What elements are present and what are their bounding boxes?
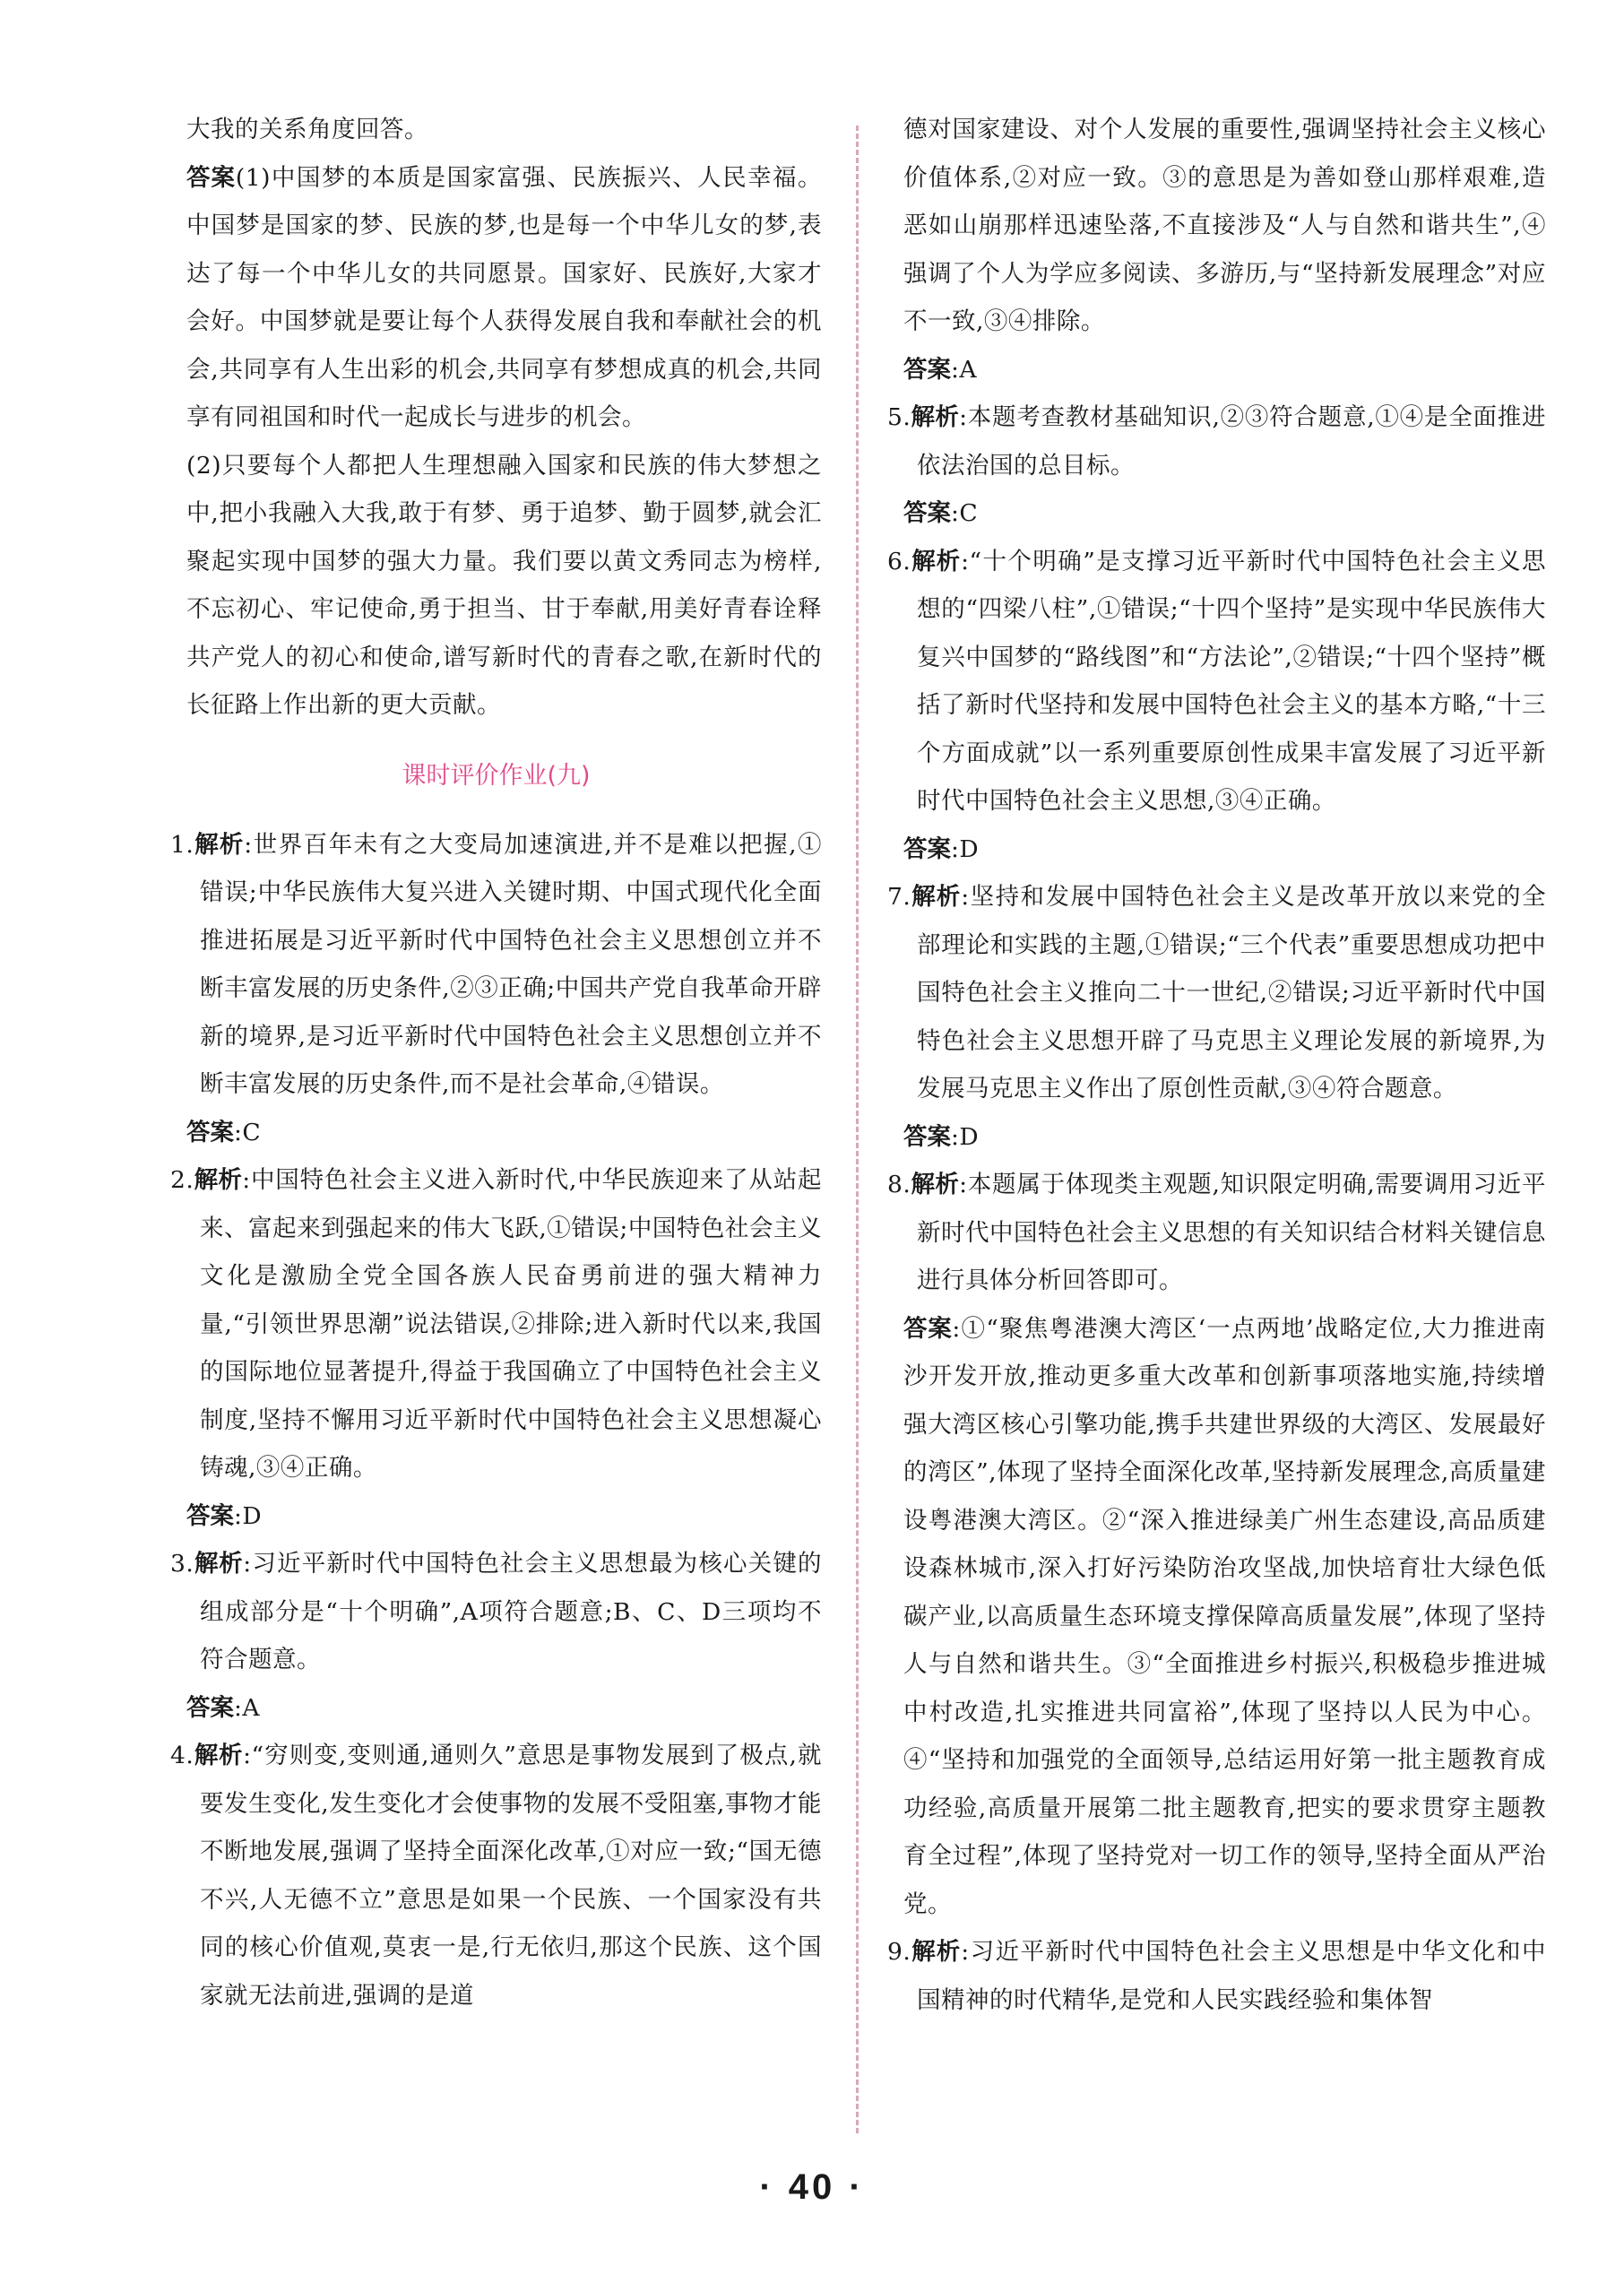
item-number: 9. bbox=[887, 1938, 911, 1966]
answer-value: :C bbox=[234, 1118, 262, 1146]
answer-value: :D bbox=[234, 1501, 263, 1530]
column-divider bbox=[856, 125, 859, 2133]
answer-label: 答案 bbox=[186, 1693, 234, 1722]
right-column bbox=[887, 106, 1546, 2024]
analysis-text: :本题考查教材基础知识,②③符合题意,①④是全面推进依法治国的总目标。 bbox=[917, 403, 1546, 480]
question-item-5 bbox=[887, 393, 1546, 489]
question-item-1 bbox=[170, 821, 822, 1109]
answer-label: 答案 bbox=[186, 1118, 234, 1146]
answer-paragraph-1 bbox=[170, 154, 822, 442]
analysis-label: 解析 bbox=[194, 1742, 244, 1769]
answer-line bbox=[887, 346, 1546, 394]
analysis-label: 解析 bbox=[194, 1166, 243, 1194]
answer-label: 答案 bbox=[903, 499, 951, 527]
question-item-4 bbox=[170, 1732, 822, 2019]
intro-line: 大我的关系角度回答。 bbox=[186, 116, 428, 143]
answer-line bbox=[887, 489, 1546, 538]
answer-line bbox=[887, 1113, 1546, 1162]
analysis-text: :习近平新时代中国特色社会主义思想最为核心关键的组成部分是“十个明确”,A项符合题意;B、C、D三项均不符合题意。 bbox=[200, 1550, 822, 1673]
analysis-text: :坚持和发展中国特色社会主义是改革开放以来党的全部理论和实践的主题,①错误;“三个代表”重要思想成功把中国特色社会主义推向二十一世纪,②错误;习近平新时代中国特色社会主义思想开辟了马克思主义理论发展的新境界,为发展马克思主义作出了原创性贡献,③④符合题意。 bbox=[917, 883, 1546, 1103]
page-number-value: 40 bbox=[788, 2167, 836, 2207]
analysis-label: 解析 bbox=[194, 1550, 244, 1578]
answer-line bbox=[170, 1492, 822, 1541]
answer-label: 答案 bbox=[903, 1122, 951, 1151]
analysis-text: :“穷则变,变则通,通则久”意思是事物发展到了极点,就要发生变化,发生变化才会使事物的发展不受阻塞,事物才能不断地发展,强调了坚持全面深化改革,①对应一致;“国无德不兴,人无德不立”意思是如果一个民族、一个国家没有共同的核心价值观,莫衷一是,行无依归,那这个民族、这个国家就无法前进,强调的是道 bbox=[200, 1742, 823, 2010]
answer-label: 答案 bbox=[903, 835, 951, 863]
answer-value: :D bbox=[951, 1122, 980, 1151]
item-number: 6. bbox=[887, 547, 911, 575]
question-item-6 bbox=[887, 538, 1546, 826]
answer-label: 答案 bbox=[903, 355, 951, 384]
item-number: 8. bbox=[887, 1171, 911, 1198]
analysis-label: 解析 bbox=[911, 883, 962, 911]
answer-line bbox=[887, 826, 1546, 874]
item-number: 1. bbox=[170, 830, 194, 859]
question-item-7 bbox=[887, 873, 1546, 1113]
analysis-label: 解析 bbox=[911, 1171, 960, 1198]
analysis-label: 解析 bbox=[194, 830, 245, 859]
answer-value: :A bbox=[234, 1693, 261, 1722]
item-number: 4. bbox=[170, 1742, 194, 1769]
question-item-2 bbox=[170, 1156, 822, 1492]
answer-paragraph-2: (2)只要每个人都把人生理想融入国家和民族的伟大梦想之中,把小我融入大我,敢于有梦、勇于追梦、勤于圆梦,就会汇聚起实现中国梦的强大力量。我们要以黄文秀同志为榜样,不忘初心、牢记使命,勇于担当、甘于奉献,用美好青春诠释共产党人的初心和使命,谱写新时代的青春之歌,在新时代的长征路上作出新的更大贡献。 bbox=[186, 451, 822, 719]
question-item-8 bbox=[887, 1161, 1546, 1305]
answer-paragraph bbox=[887, 1305, 1546, 1929]
analysis-label: 解析 bbox=[911, 1938, 962, 1966]
answer-text: :①“聚焦粤港澳大湾区‘一点两地’战略定位,大力推进南沙开发开放,推动更多重大改革和创新事项落地实施,持续增强大湾区核心引擎功能,携手共建世界级的大湾区、发展最好的湾区”,体现了坚持全面深化改革,坚持新发展理念,高质量建设粤港澳大湾区。②“深入推进绿美广州生态建设,高品质建设森林城市,深入打好污染防治攻坚战,加快培育壮大绿色低碳产业,以高质量生态环境支撑保障高质量发展”,体现了坚持人与自然和谐共生。③“全面推进乡村振兴,积极稳步推进城中村改造,扎实推进共同富裕”,体现了坚持以人民为中心。④“坚持和加强党的全面领导,总结运用好第一批主题教育成功经验,高质量开展第二批主题教育,把实的要求贯穿主题教育全过程”,体现了坚持党对一切工作的领导,坚持全面从严治党。 bbox=[903, 1314, 1547, 1918]
analysis-text: :“十个明确”是支撑习近平新时代中国特色社会主义思想的“四梁八柱”,①错误;“十四个坚持”是实现中华民族伟大复兴中国梦的“路线图”和“方法论”,②错误;“十四个坚持”概括了新时代坚持和发展中国特色社会主义的基本方略,“十三个方面成就”以一系列重要原创性成果丰富发展了习近平新时代中国特色社会主义思想,③④正确。 bbox=[917, 547, 1546, 815]
answer-text: (1)中国梦的本质是国家富强、民族振兴、人民幸福。中国梦是国家的梦、民族的梦,也是每一个中华儿女的梦,表达了每一个中华儿女的共同愿景。国家好、民族好,大家才会好。中国梦就是要让每个人获得发展自我和奉献社会的机会,共同享有人生出彩的机会,共同享有梦想成真的机会,共同享有同祖国和时代一起成长与进步的机会。 bbox=[186, 163, 822, 431]
question-item-3 bbox=[170, 1540, 822, 1684]
analysis-label: 解析 bbox=[911, 403, 960, 431]
analysis-text: :世界百年未有之大变局加速演进,并不是难以把握,①错误;中华民族伟大复兴进入关键时期、中国式现代化全面推进拓展是习近平新时代中国特色社会主义思想创立并不断丰富发展的历史条件,②③正确;中国共产党自我革命开辟新的境界,是习近平新时代中国特色社会主义思想创立并不断丰富发展的历史条件,而不是社会革命,④错误。 bbox=[200, 830, 822, 1098]
answer-value: :D bbox=[951, 835, 980, 863]
answer-value: :A bbox=[951, 355, 978, 384]
answer-value: :C bbox=[951, 499, 979, 527]
answer-line bbox=[170, 1684, 822, 1733]
analysis-text: :习近平新时代中国特色社会主义思想是中华文化和中国精神的时代精华,是党和人民实践经验和集体智 bbox=[917, 1938, 1546, 2014]
question-item-9 bbox=[887, 1928, 1546, 2024]
item-number: 3. bbox=[170, 1550, 194, 1578]
continued-analysis: 德对国家建设、对个人发展的重要性,强调坚持社会主义核心价值体系,②对应一致。③的意思是为善如登山那样艰难,造恶如山崩那样迅速坠落,不直接涉及“人与自然和谐共生”,④强调了个人为学应多阅读、多游历,与“坚持新发展理念”对应不一致,③④排除。 bbox=[903, 116, 1546, 335]
analysis-text: :中国特色社会主义进入新时代,中华民族迎来了从站起来、富起来到强起来的伟大飞跃,①错误;中国特色社会主义文化是激励全党全国各族人民奋勇前进的强大精神力量,“引领世界思潮”说法错误,②排除;进入新时代以来,我国的国际地位显著提升,得益于我国确立了中国特色社会主义制度,坚持不懈用习近平新时代中国特色社会主义思想凝心铸魂,③④正确。 bbox=[200, 1166, 823, 1482]
answer-label: 答案 bbox=[903, 1314, 953, 1343]
analysis-label: 解析 bbox=[911, 547, 962, 575]
answer-line bbox=[170, 1109, 822, 1157]
analysis-text: :本题属于体现类主观题,知识限定明确,需要调用习近平新时代中国特色社会主义思想的有关知识结合材料关键信息进行具体分析回答即可。 bbox=[917, 1171, 1546, 1294]
section-title: 课时评价作业(九) bbox=[402, 761, 591, 790]
left-column bbox=[170, 106, 822, 2019]
answer-label: 答案 bbox=[186, 163, 236, 192]
item-number: 7. bbox=[887, 883, 911, 911]
page-number: · 40 · bbox=[759, 2167, 865, 2207]
item-number: 2. bbox=[170, 1166, 194, 1194]
item-number: 5. bbox=[887, 403, 911, 431]
answer-label: 答案 bbox=[186, 1501, 234, 1530]
